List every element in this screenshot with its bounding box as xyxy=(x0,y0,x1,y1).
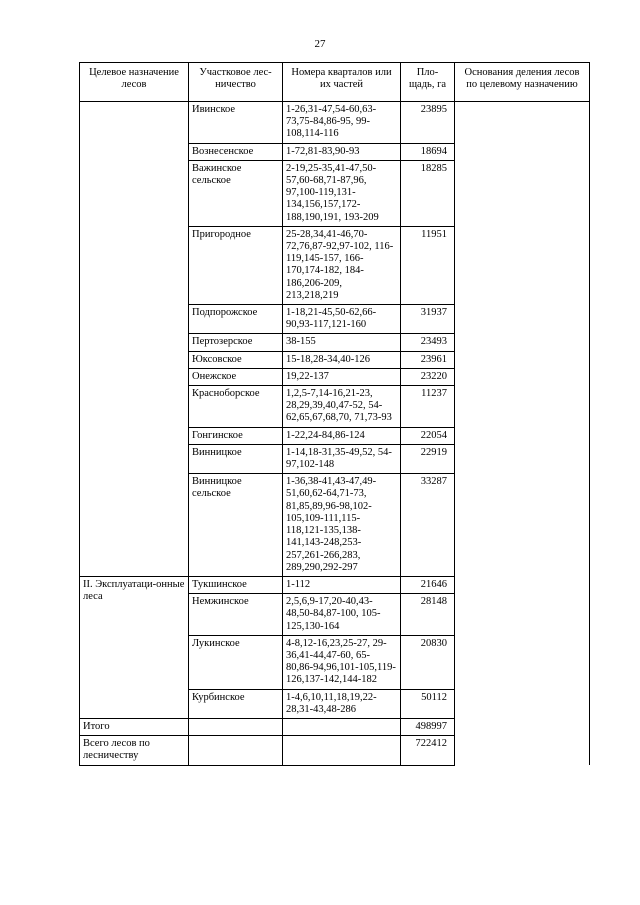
area-cell: 11237 xyxy=(401,386,455,428)
forestry-cell: Курбинское xyxy=(189,689,283,718)
basis-cell xyxy=(455,102,590,766)
forestry-cell: Юксовское xyxy=(189,351,283,368)
header-quarters: Номера кварталов или их частей xyxy=(283,63,401,102)
quarters-cell: 1-72,81-83,90-93 xyxy=(283,143,401,160)
quarters-cell: 1-26,31-47,54-60,63-73,75-84,86-95, 99-108,114-116 xyxy=(283,102,401,144)
header-basis: Основания деления лесов по целевому назначению xyxy=(455,63,590,102)
quarters-cell: 25-28,34,41-46,70-72,76,87-92,97-102, 116-119,145-157, 166-170,174-182, 184-186,206-209, 213,218,219 xyxy=(283,226,401,304)
quarters-cell: 1-22,24-84,86-124 xyxy=(283,427,401,444)
quarters-cell: 1-4,6,10,11,18,19,22-28,31-43,48-286 xyxy=(283,689,401,718)
forestry-cell: Винницкое xyxy=(189,444,283,473)
forestry-cell: Винницкое сельское xyxy=(189,474,283,577)
forestry-cell: Красноборское xyxy=(189,386,283,428)
quarters-cell: 4-8,12-16,23,25-27, 29-36,41-44,47-60, 65-80,86-94,96,101-105,119-126,137-142,144-182 xyxy=(283,635,401,689)
quarters-cell: 2-19,25-35,41-47,50-57,60-68,71-87,96, 97,100-119,131-134,156,157,172-188,190,191, 193-209 xyxy=(283,160,401,226)
page-number: 27 xyxy=(314,38,326,50)
forestry-cell: Тукшинское xyxy=(189,576,283,593)
quarters-cell: 1-14,18-31,35-49,52, 54-97,102-148 xyxy=(283,444,401,473)
empty-cell xyxy=(283,718,401,735)
quarters-cell: 15-18,28-34,40-126 xyxy=(283,351,401,368)
area-cell: 22054 xyxy=(401,427,455,444)
purpose-cell: II. Эксплуатаци-онные леса xyxy=(80,576,189,718)
quarters-cell: 1-112 xyxy=(283,576,401,593)
quarters-cell: 19,22-137 xyxy=(283,368,401,385)
quarters-cell: 2,5,6,9-17,20-40,43-48,50-84,87-100, 105-125,130-164 xyxy=(283,594,401,636)
area-cell: 22919 xyxy=(401,444,455,473)
forestry-cell: Гонгинское xyxy=(189,427,283,444)
total-area: 498997 xyxy=(401,718,455,735)
forestry-cell: Важинское сельское xyxy=(189,160,283,226)
area-cell: 21646 xyxy=(401,576,455,593)
forestry-cell: Вознесенское xyxy=(189,143,283,160)
purpose-cell xyxy=(80,102,189,577)
empty-cell xyxy=(283,736,401,765)
area-cell: 33287 xyxy=(401,474,455,577)
area-cell: 23961 xyxy=(401,351,455,368)
forestry-cell: Лукинское xyxy=(189,635,283,689)
empty-cell xyxy=(189,718,283,735)
header-area: Пло-щадь, га xyxy=(401,63,455,102)
quarters-cell: 1,2,5-7,14-16,21-23, 28,29,39,40,47-52, 54-62,65,67,68,70, 71,73-93 xyxy=(283,386,401,428)
forestry-cell: Немжинское xyxy=(189,594,283,636)
table-header-row xyxy=(80,63,590,102)
area-cell: 11951 xyxy=(401,226,455,304)
area-cell: 23895 xyxy=(401,102,455,144)
area-cell: 23493 xyxy=(401,334,455,351)
area-cell: 31937 xyxy=(401,305,455,334)
area-cell: 28148 xyxy=(401,594,455,636)
forest-purpose-table xyxy=(79,62,590,766)
area-cell: 18694 xyxy=(401,143,455,160)
empty-cell xyxy=(189,736,283,765)
forestry-cell: Онежское xyxy=(189,368,283,385)
table-row xyxy=(80,102,590,144)
total-area: 722412 xyxy=(401,736,455,765)
header-forestry: Участковое лес-ничество xyxy=(189,63,283,102)
area-cell: 23220 xyxy=(401,368,455,385)
header-purpose: Целевое назначение лесов xyxy=(80,63,189,102)
total-label: Итого xyxy=(80,718,189,735)
quarters-cell: 1-36,38-41,43-47,49-51,60,62-64,71-73, 81,85,89,96-98,102-105,109-111,115-118,121-135,138-141,143-248,253-257,261-266,283, 289,290,292-297 xyxy=(283,474,401,577)
quarters-cell: 38-155 xyxy=(283,334,401,351)
forestry-cell: Пригородное xyxy=(189,226,283,304)
quarters-cell: 1-18,21-45,50-62,66-90,93-117,121-160 xyxy=(283,305,401,334)
total-label: Всего лесов по лесничеству xyxy=(80,736,189,765)
forestry-cell: Ивинское xyxy=(189,102,283,144)
forestry-cell: Пертозерское xyxy=(189,334,283,351)
area-cell: 18285 xyxy=(401,160,455,226)
area-cell: 50112 xyxy=(401,689,455,718)
forestry-cell: Подпорожское xyxy=(189,305,283,334)
area-cell: 20830 xyxy=(401,635,455,689)
